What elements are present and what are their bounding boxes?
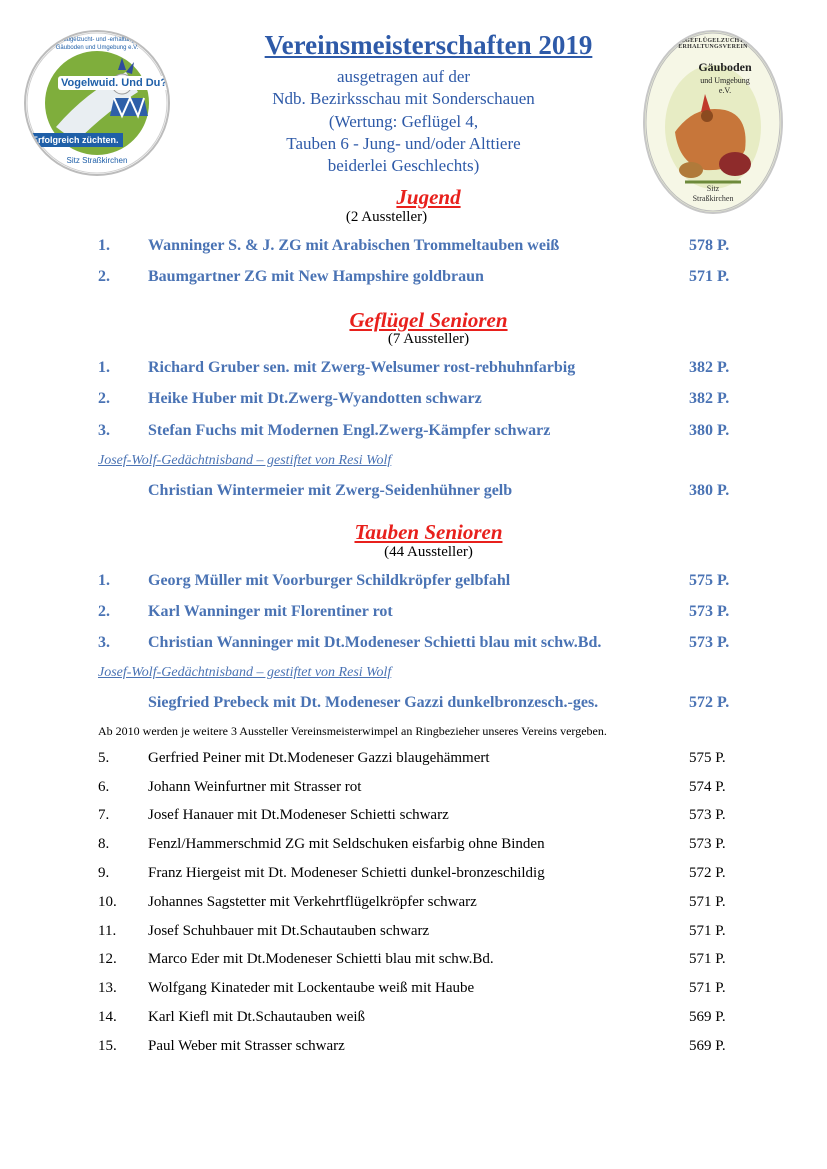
- entry-points: 575 P.: [689, 572, 730, 589]
- logo-right-seat-line2: Straßkirchen: [692, 194, 734, 203]
- entry-points: 569 P.: [689, 1038, 726, 1054]
- rank: 2.: [98, 603, 110, 620]
- rank: 2.: [98, 268, 110, 285]
- entry-points: 380 P.: [689, 422, 730, 439]
- rank: 14.: [98, 1009, 117, 1025]
- rank: 10.: [98, 894, 117, 910]
- subtitle-line-3: (Wertung: Geflügel 4,: [328, 112, 479, 131]
- memorial-band-points: 572 P.: [689, 694, 730, 711]
- rank: 2.: [98, 390, 110, 407]
- entry-name: Fenzl/Hammerschmid ZG mit Seldschuken eisfarbig ohne Binden: [148, 836, 545, 852]
- entry-name: Heike Huber mit Dt.Zwerg-Wyandotten schwarz: [148, 390, 482, 407]
- entry-name: Marco Eder mit Dt.Modeneser Schietti blau mit schw.Bd.: [148, 951, 494, 967]
- memorial-band-points: 380 P.: [689, 482, 730, 499]
- entry-name: Georg Müller mit Voorburger Schildkröpfer gelbfahl: [148, 572, 511, 589]
- rank: 15.: [98, 1038, 117, 1054]
- logo-slogan: Vogelwuid. Und Du?: [58, 76, 170, 90]
- rank: 1.: [98, 237, 110, 254]
- rank: 3.: [98, 634, 110, 651]
- entry-name: Richard Gruber sen. mit Zwerg-Welsumer rost-rebhuhnfarbig: [148, 359, 576, 376]
- logo-right-name: Gäuboden: [698, 60, 752, 74]
- rank: 11.: [98, 923, 117, 939]
- logo-right-name-line2: und Umgebung: [700, 76, 750, 85]
- entry-points: 382 P.: [689, 390, 730, 407]
- entry-name: Wanninger S. & J. ZG mit Arabischen Trommeltauben weiß: [148, 237, 560, 254]
- entry-points: 569 P.: [689, 1009, 726, 1025]
- entry-name: Baumgartner ZG mit New Hampshire goldbraun: [148, 268, 484, 285]
- entry-points: 571 P.: [689, 951, 726, 967]
- rank: 1.: [98, 359, 110, 376]
- rank: 12.: [98, 951, 117, 967]
- section-title-gefluegel: Geflügel Senioren: [349, 308, 508, 332]
- entry-name: Gerfried Peiner mit Dt.Modeneser Gazzi blaugehämmert: [148, 750, 490, 766]
- entry-points: 575 P.: [689, 750, 726, 766]
- entry-name: Paul Weber mit Strasser schwarz: [148, 1038, 345, 1054]
- rank: 6.: [98, 779, 110, 795]
- logo-right-name-line3: e.V.: [718, 86, 732, 95]
- rank: 8.: [98, 836, 110, 852]
- entry-points: 571 P.: [689, 923, 726, 939]
- entry-points: 382 P.: [689, 359, 730, 376]
- entry-points: 571 P.: [689, 894, 726, 910]
- entry-name: Josef Hanauer mit Dt.Modeneser Schietti schwarz: [148, 807, 449, 823]
- rank: 9.: [98, 865, 110, 881]
- page-title: Vereinsmeisterschaften 2019: [264, 30, 593, 60]
- entry-name: Christian Wanninger mit Dt.Modeneser Schietti blau mit schw.Bd.: [148, 634, 602, 651]
- rank: 5.: [98, 750, 110, 766]
- section-title-jugend: Jugend: [396, 185, 461, 209]
- entry-points: 572 P.: [689, 865, 726, 881]
- entry-name: Karl Wanninger mit Florentiner rot: [148, 603, 393, 620]
- subtitle-line-5: beiderlei Geschlechts): [327, 156, 480, 175]
- logo-tagline: Erfolgreich züchten.: [28, 133, 123, 147]
- exhibitor-count-jugend: (2 Aussteller): [345, 209, 428, 225]
- entry-name: Johannes Sagstetter mit Verkehrtflügelkröpfer schwarz: [148, 894, 477, 910]
- pennant-note: Ab 2010 werden je weitere 3 Aussteller Vereinsmeisterwimpel an Ringbezieher unseres Vereins vergeben.: [98, 724, 607, 738]
- rank: 13.: [98, 980, 117, 996]
- subtitle-line-2: Ndb. Bezirksschau mit Sonderschauen: [272, 89, 535, 108]
- rank: 7.: [98, 807, 110, 823]
- entry-points: 571 P.: [689, 268, 730, 285]
- subtitle-line-4: Tauben 6 - Jung- und/oder Alttiere: [286, 134, 521, 153]
- exhibitor-count-gefluegel: (7 Aussteller): [387, 331, 470, 347]
- logo-right-seat-line1: Sitz: [706, 184, 720, 193]
- entry-points: 573 P.: [689, 634, 730, 651]
- exhibitor-count-tauben: (44 Aussteller): [384, 544, 473, 560]
- logo-right-ring-text: RASSEGEFLÜGELZUCHT-UND-ERHALTUNGSVEREIN: [664, 38, 762, 50]
- entry-name: Josef Schuhbauer mit Dt.Schautauben schwarz: [148, 923, 430, 939]
- section-title-tauben: Tauben Senioren: [354, 520, 503, 544]
- entry-name: Johann Weinfurtner mit Strasser rot: [148, 779, 362, 795]
- subtitle-line-1: ausgetragen auf der: [336, 67, 471, 86]
- entry-points: 573 P.: [689, 603, 730, 620]
- memorial-band-label: Josef-Wolf-Gedächtnisband – gestiftet von Resi Wolf: [98, 665, 392, 680]
- entry-name: Karl Kiefl mit Dt.Schautauben weiß: [148, 1009, 366, 1025]
- entry-name: Wolfgang Kinateder mit Lockentaube weiß mit Haube: [148, 980, 475, 996]
- entry-points: 578 P.: [689, 237, 730, 254]
- memorial-band-label: Josef-Wolf-Gedächtnisband – gestiftet von Resi Wolf: [98, 453, 392, 468]
- entry-points: 573 P.: [689, 807, 726, 823]
- rank: 3.: [98, 422, 110, 439]
- entry-points: 571 P.: [689, 980, 726, 996]
- memorial-band-winner: Siegfried Prebeck mit Dt. Modeneser Gazzi dunkelbronzesch.-ges.: [148, 694, 599, 711]
- entry-points: 574 P.: [689, 779, 726, 795]
- entry-name: Franz Hiergeist mit Dt. Modeneser Schietti dunkel-bronzeschildig: [148, 865, 545, 881]
- rank: 1.: [98, 572, 110, 589]
- logo-ring-text: Rassegeflügelzucht- und -erhaltungsverein Gäuboden und Umgebung e.V.: [39, 37, 155, 51]
- entry-points: 573 P.: [689, 836, 726, 852]
- memorial-band-winner: Christian Wintermeier mit Zwerg-Seidenhühner gelb: [148, 482, 513, 499]
- entry-name: Stefan Fuchs mit Modernen Engl.Zwerg-Kämpfer schwarz: [148, 422, 551, 439]
- logo-seat: Sitz Straßkirchen: [66, 156, 128, 165]
